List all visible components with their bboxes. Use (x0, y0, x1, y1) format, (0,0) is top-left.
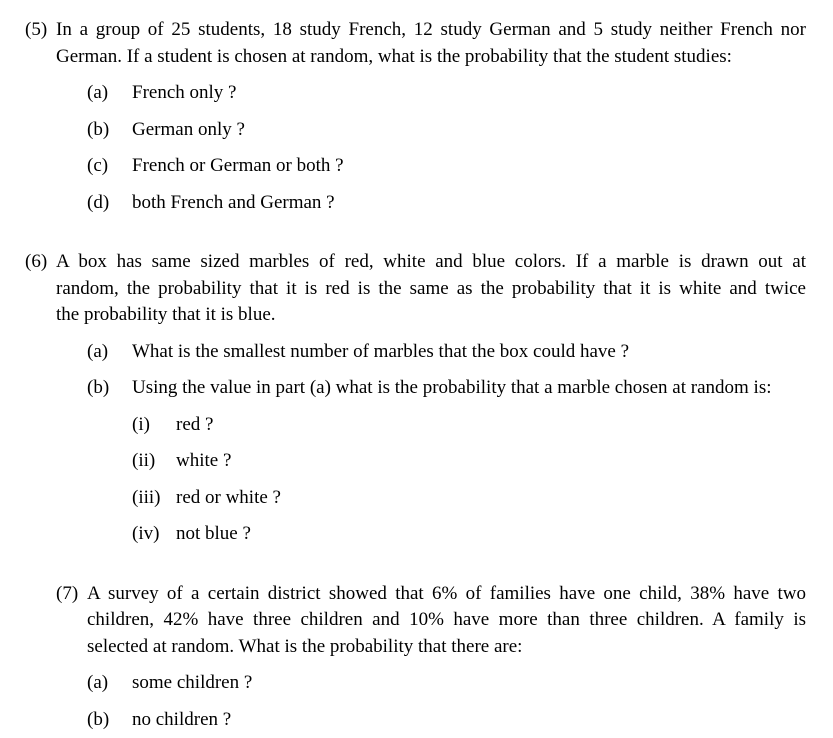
part-label: (a) (87, 341, 109, 362)
part-text: Using the value in part (a) what is the probability that a marble chosen at random is: (132, 377, 772, 398)
part-label: (a) (87, 672, 109, 693)
subpart-text: red ? (176, 414, 214, 435)
part-text: French only ? (132, 82, 237, 103)
part-label: (b) (87, 709, 110, 730)
question-6-stem-line-2: random, the probability that it is red is the same as the probability that it is white and twice (56, 278, 806, 299)
subpart-text: white ? (176, 450, 232, 471)
subpart-text: not blue ? (176, 523, 251, 544)
part-text: What is the smallest number of marbles that the box could have ? (132, 341, 630, 362)
part-text: German only ? (132, 119, 245, 140)
question-7-number: (7) (56, 583, 79, 604)
part-label: (b) (87, 377, 110, 398)
subpart-text: red or white ? (176, 487, 281, 508)
subpart-label: (iii) (132, 487, 161, 508)
question-6-number: (6) (25, 251, 48, 272)
part-label: (b) (87, 119, 110, 140)
question-5-stem-line-1: In a group of 25 students, 18 study French, 12 study German and 5 study neither French nor (56, 19, 806, 40)
question-6-stem-line-1: A box has same sized marbles of red, white and blue colors. If a marble is drawn out at (56, 251, 806, 272)
part-label: (a) (87, 82, 109, 103)
question-5-number: (5) (25, 19, 48, 40)
part-label: (d) (87, 192, 110, 213)
question-5-stem-line-2: German. If a student is chosen at random, what is the probability that the student studies: (56, 46, 732, 67)
question-7-stem-line-3: selected at random. What is the probability that there are: (87, 636, 523, 657)
part-text: some children ? (132, 672, 253, 693)
part-text: French or German or both ? (132, 155, 344, 176)
question-7-stem-line-1: A survey of a certain district showed that 6% of families have one child, 38% have two (87, 583, 806, 604)
question-7-stem-line-2: children, 42% have three children and 10% have more than three children. A family is (87, 609, 806, 630)
part-label: (c) (87, 155, 109, 176)
part-text: both French and German ? (132, 192, 335, 213)
part-text: no children ? (132, 709, 232, 730)
question-6-stem-line-3: the probability that it is blue. (56, 304, 276, 325)
subpart-label: (i) (132, 414, 150, 435)
subpart-label: (ii) (132, 450, 156, 471)
subpart-label: (iv) (132, 523, 160, 544)
